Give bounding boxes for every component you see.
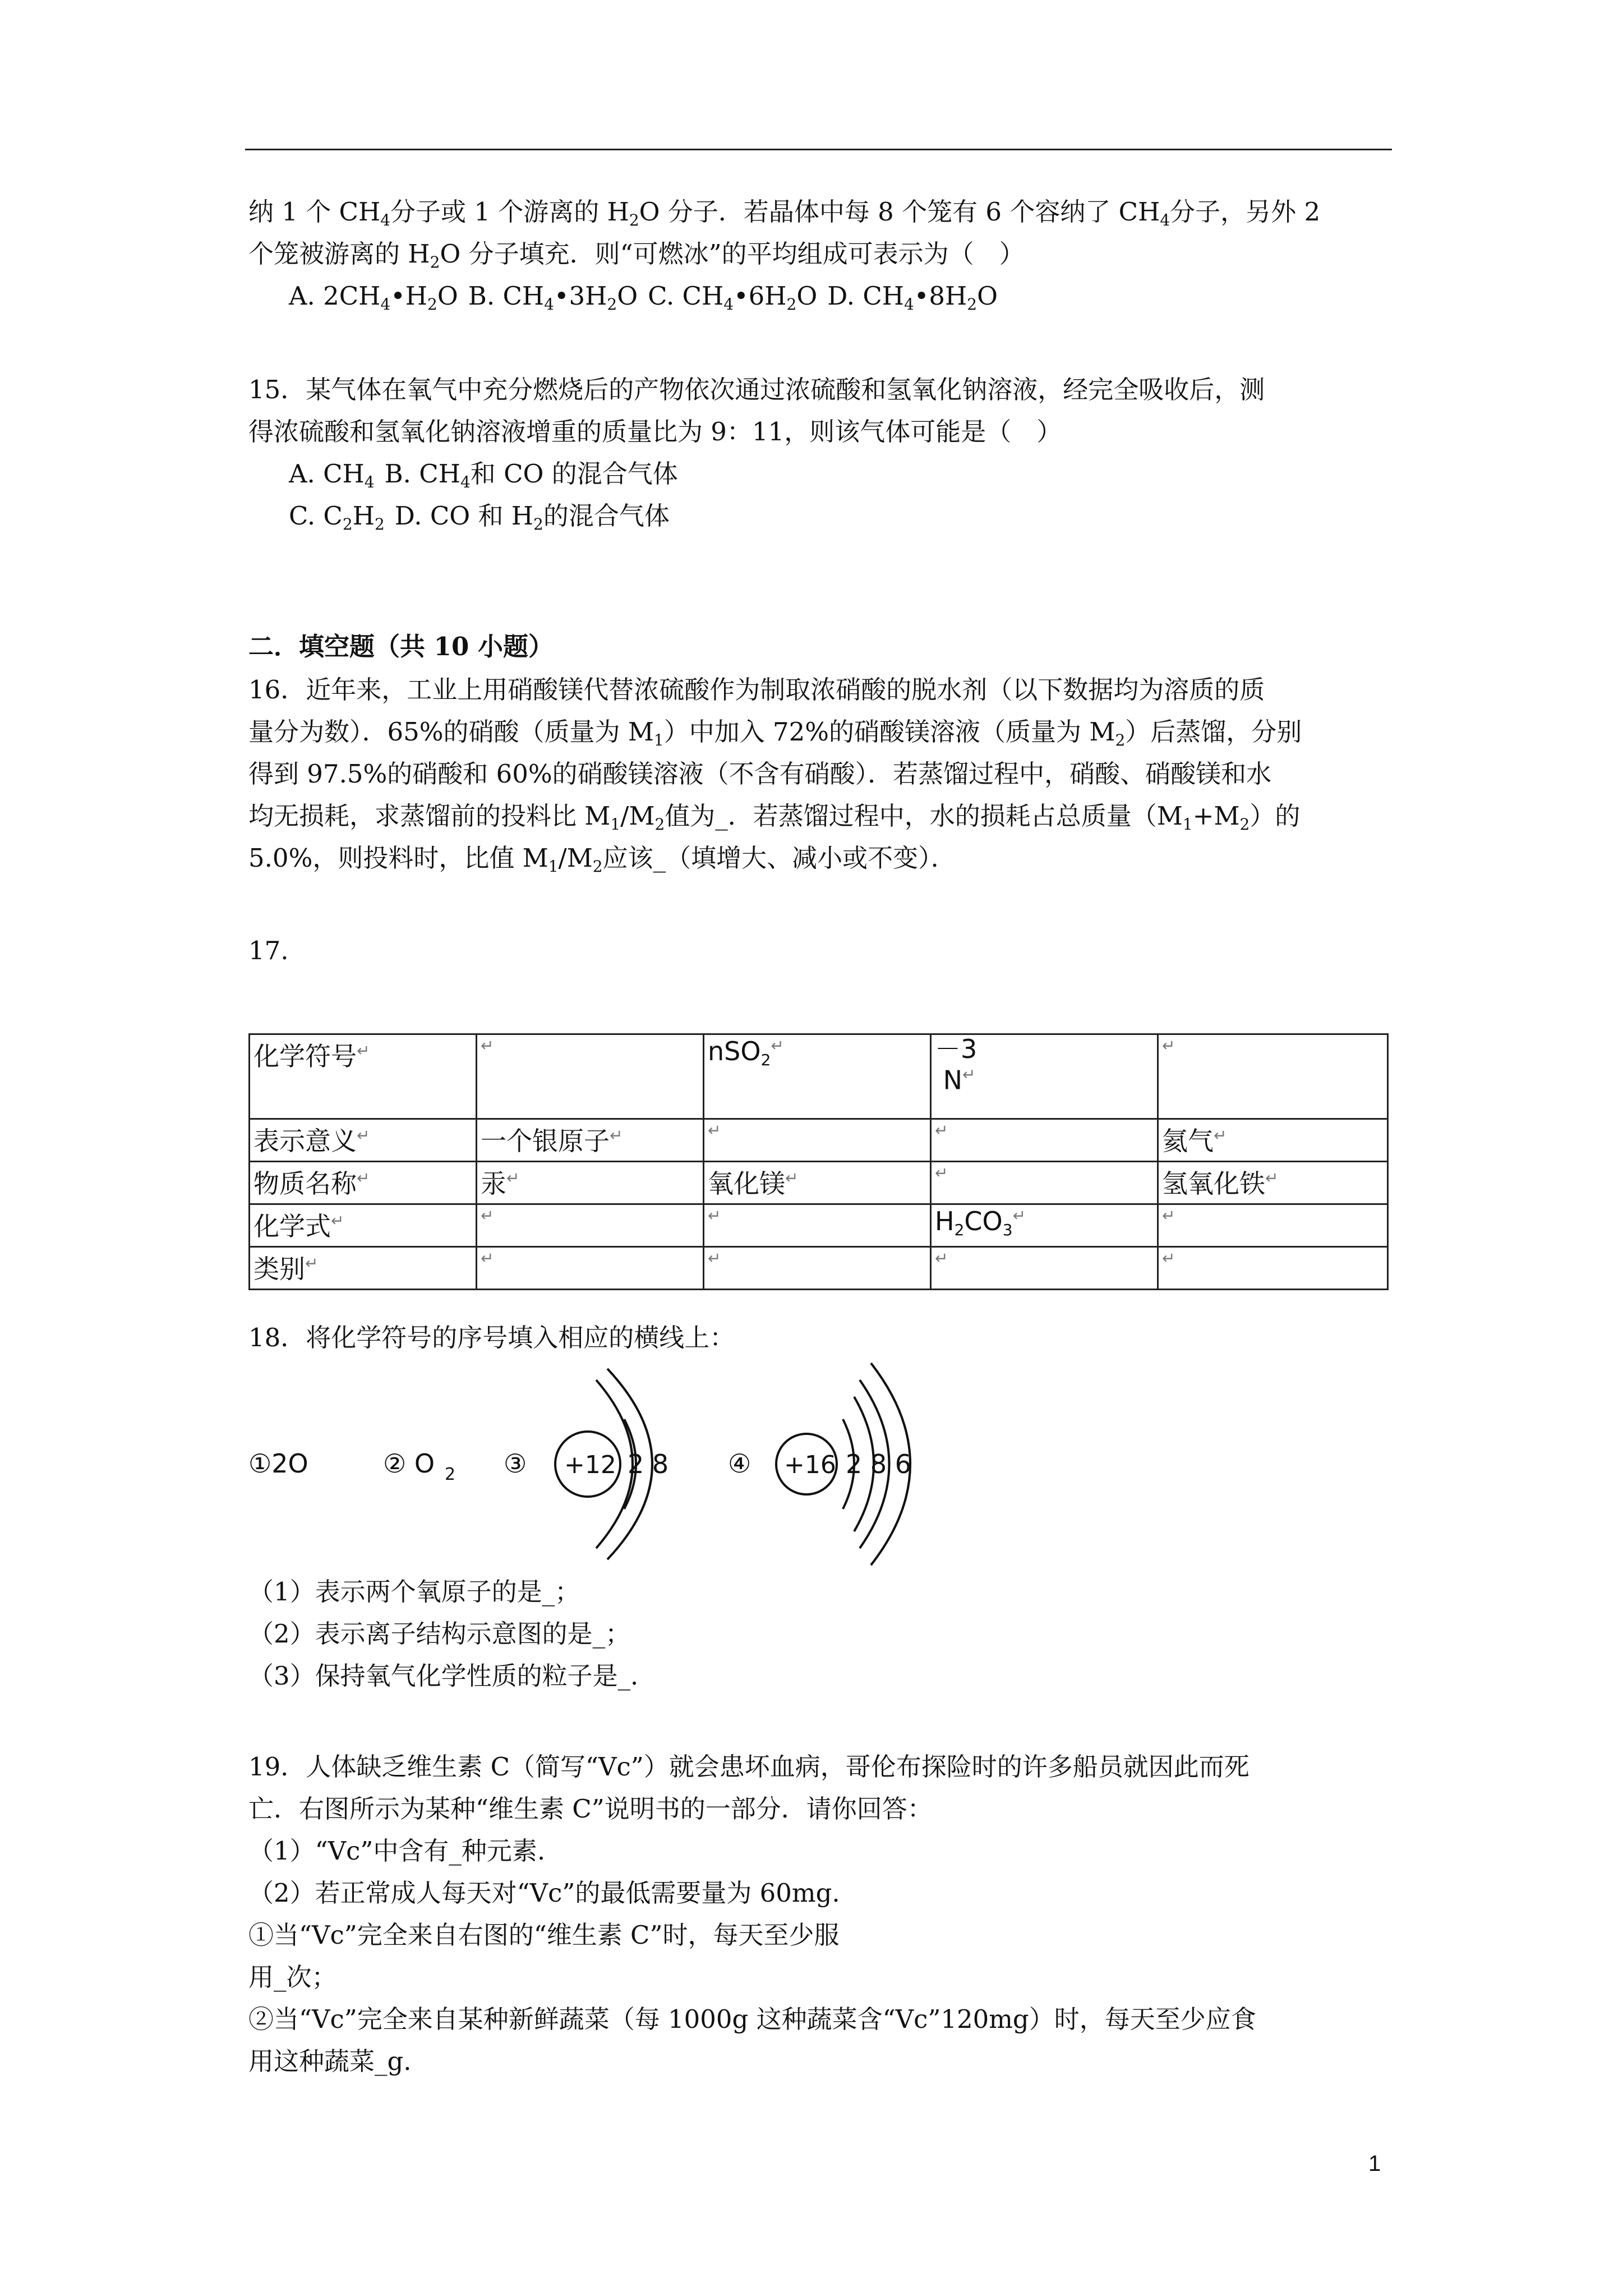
q18-sub-2: （2）表示离子结构示意图的是_； [248, 1619, 631, 1649]
header-rule [245, 149, 1392, 150]
q15-option-a: A. $CH_4$ [289, 459, 375, 491]
atom-structure-diagrams [248, 1358, 978, 1573]
page-number: 1 [1368, 2151, 1381, 2176]
q19-sub-4: 用_次； [248, 1962, 337, 1992]
q14-option-c: C. $CH_4•6H_2O$ [648, 281, 818, 314]
table-cell: ↵ [1158, 1034, 1388, 1119]
q14-option-b: B. $CH_4•3H_2O$ [468, 281, 638, 314]
table-cell: 一个银原子↵ [477, 1119, 704, 1161]
q15-option-b: B. $CH_4$和 CO 的混合气体 [384, 459, 678, 491]
q14-option-a: A. $2CH_4•H_2O$ [289, 281, 458, 314]
table-cell: ↵ [1158, 1246, 1388, 1289]
item-1-label: ①2O [248, 1448, 308, 1479]
table-cell: ↵ [1158, 1204, 1388, 1246]
q16-line-2: 量分为数）．65%的硝酸（质量为 $M_1$）中加入 72%的硝酸镁溶液（质量为 $M_2$）后蒸馏，分别 [248, 717, 1302, 749]
table-row [250, 1204, 1388, 1246]
table-cell: ↵ [477, 1034, 704, 1119]
q18-title: 18．将化学符号的序号填入相应的横线上： [248, 1323, 735, 1352]
atom-4-shell-electrons: 2 8 6 [846, 1449, 912, 1479]
q16-line-4: 均无损耗，求蒸馏前的投料比 $M_1/M_2$值为_．若蒸馏过程中，水的损耗占总质量$(M_1+M_2)$的 [248, 801, 1301, 834]
table-cell: 物质名称↵ [250, 1161, 477, 1204]
table-cell: 化学式↵ [250, 1204, 477, 1246]
table-cell: ↵ [704, 1204, 931, 1246]
q19-sub-2: （2）若正常成人每天对“Vc”的最低需要量为 60mg. [248, 1878, 840, 1908]
table-row [250, 1034, 1388, 1119]
q19-line-2: 亡．右图所示为某种“维生素 C”说明书的一部分．请你回答： [248, 1794, 933, 1824]
table-cell: 汞↵ [477, 1161, 704, 1204]
item-3-label: ③ [504, 1448, 527, 1479]
q14-options [289, 279, 998, 313]
q14-option-d: D. $CH_4•8H_2O$ [827, 281, 998, 314]
item-2-label: ② O [383, 1448, 435, 1479]
table-cell: ↵ [931, 1161, 1158, 1204]
q15-option-d: D. CO 和 $H_2$的混合气体 [394, 501, 670, 533]
chemistry-table [248, 1033, 1389, 1290]
table-cell: 氦气↵ [1158, 1119, 1388, 1161]
q16-line-5: 5.0%，则投料时，比值 $M_1/M_2$应该_（填增大、减小或不变）． [248, 843, 956, 876]
q15-line-2: 得浓硫酸和氢氧化钠溶液增重的质量比为 9：11，则该气体可能是（ ） [248, 417, 1062, 447]
q18-sub-1: （1）表示两个氧原子的是_； [248, 1577, 580, 1607]
q15-options-cd [289, 499, 670, 533]
table-cell: ↵ [931, 1246, 1158, 1289]
atom-4-nucleus-charge: +16 [784, 1451, 836, 1479]
table-cell: 化学符号↵ [250, 1034, 477, 1119]
item-4-label: ④ [728, 1448, 751, 1479]
table-cell: ↵ [704, 1119, 931, 1161]
q15-options-ab [289, 457, 678, 491]
q16-line-3: 得到 97.5%的硝酸和 60%的硝酸镁溶液（不含有硝酸）．若蒸馏过程中，硝酸、硝酸镁和水 [248, 759, 1272, 789]
q15-line-1: 15．某气体在氧气中充分燃烧后的产物依次通过浓硫酸和氢氧化钠溶液，经完全吸收后，测 [248, 375, 1265, 404]
q19-sub-3: ①当“Vc”完全来自右图的“维生素 C”时，每天至少服 [248, 1920, 840, 1950]
table-row [250, 1161, 1388, 1204]
table-cell: 氢氧化铁↵ [1158, 1161, 1388, 1204]
q19-sub-5: ②当“Vc”完全来自某种新鲜蔬菜（每 1000g 这种蔬菜含“Vc”120mg）时，每天至少应食 [248, 2004, 1256, 2034]
q14-line-2: 个笼被游离的 $H_2O$ 分子填充．则“可燃冰”的平均组成可表示为（ ） [248, 239, 1025, 272]
table-cell: $H_2CO_3^↵$ [931, 1204, 1158, 1246]
table-cell: －3 N↵ [931, 1034, 1158, 1119]
q17-number: 17. [248, 936, 289, 965]
atom-3-shell-electrons: 2 8 [628, 1449, 669, 1479]
section-title: 二．填空题（共 10 小题） [248, 632, 554, 661]
item-2-subscript: 2 [445, 1465, 456, 1484]
table-cell: nSO$_2$↵ [704, 1034, 931, 1119]
q14-line-1: 纳 1 个 $CH_4$分子或 1 个游离的 $H_2O$ 分子．若晶体中每 8 个笼有 6 个容纳了 $CH_4$分子，另外 2 [248, 197, 1321, 229]
table-row [250, 1246, 1388, 1289]
q19-line-1: 19．人体缺乏维生素 C（简写“Vc”）就会患坏血病，哥伦布探险时的许多船员就因此而死 [248, 1752, 1249, 1782]
table-row [250, 1119, 1388, 1161]
table-cell: 表示意义↵ [250, 1119, 477, 1161]
table-cell: ↵ [704, 1246, 931, 1289]
atom-3-nucleus-charge: +12 [564, 1451, 616, 1479]
q18-sub-3: （3）保持氧气化学性质的粒子是_． [248, 1661, 656, 1691]
table-cell: ↵ [477, 1204, 704, 1246]
table-cell: 类别↵ [250, 1246, 477, 1289]
table-cell: 氧化镁↵ [704, 1161, 931, 1204]
q16-line-1: 16．近年来，工业上用硝酸镁代替浓硫酸作为制取浓硝酸的脱水剂（以下数据均为溶质的质 [248, 675, 1265, 705]
table-cell: ↵ [477, 1246, 704, 1289]
table-cell: ↵ [931, 1119, 1158, 1161]
q15-option-c: C. $C_2H_2$ [289, 501, 385, 533]
q19-sub-6: 用这种蔬菜_g. [248, 2046, 412, 2076]
q19-sub-1: （1）“Vc”中含有_种元素. [248, 1836, 546, 1866]
